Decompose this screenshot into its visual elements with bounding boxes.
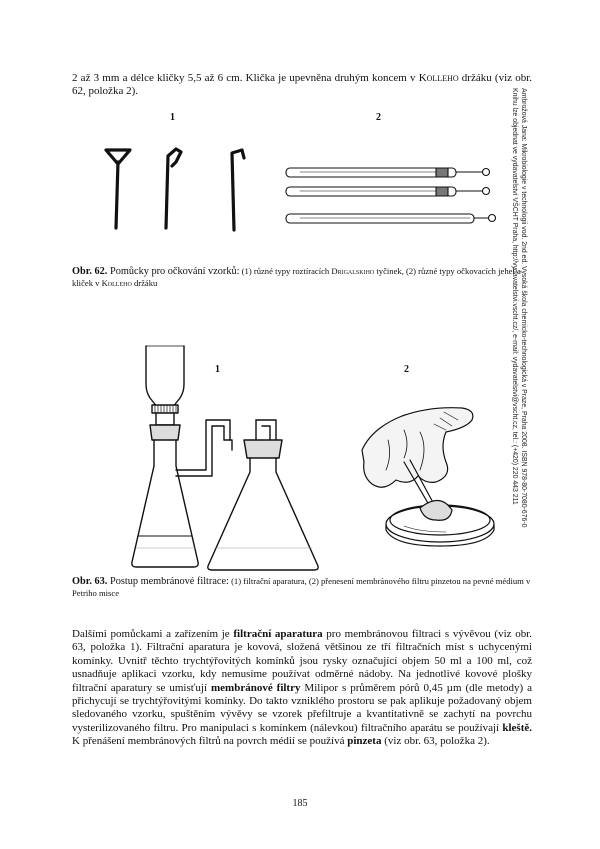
body-text-4: K přenášení membránových filtrů na povrch médií se používá bbox=[72, 735, 348, 748]
intro-text-1: 2 až 3 mm a délce kličky 5,5 až 6 cm. Klička je upevněna druhým koncem v bbox=[72, 72, 419, 84]
fig62-caption-label: Obr. 62. bbox=[72, 266, 108, 277]
side-citation-note bbox=[510, 88, 528, 608]
term-pliers: kleště. bbox=[502, 721, 532, 734]
main-paragraph bbox=[72, 628, 532, 749]
fig63-caption-label: Obr. 63. bbox=[72, 576, 108, 587]
fig62-caption-text-1: (1) různé typy roztíracích bbox=[239, 266, 332, 276]
body-text-5: (viz obr. 63, položka 2). bbox=[381, 735, 490, 748]
term-filtration-apparatus: filtrační aparatura bbox=[233, 628, 323, 640]
term-tweezers: pinzeta bbox=[347, 735, 382, 748]
fig63-caption-title: Postup membránové filtrace: bbox=[107, 576, 229, 587]
fig62-caption-title: Pomůcky pro očkování vzorků: bbox=[107, 266, 240, 277]
term-membrane-filters: membránové filtry bbox=[211, 681, 301, 694]
fig62-label-1: 1 bbox=[170, 112, 175, 123]
fig62-caption-text-2: tyčinek, (2) různé typy očkovacích jehel a kliček v bbox=[72, 266, 521, 288]
fig62-label-2: 2 bbox=[376, 112, 381, 123]
side-note-line-1: Ambrožová Jana: Mikrobiologie v technologii vod. 2nd ed. Vysoká škola chemicko-technologická v Praze, Praha 2008. ISBN 978-80-7080-676-0 bbox=[520, 88, 527, 528]
fig62-caption-name-1: Drigalskiho bbox=[331, 266, 375, 276]
intro-name: Kolleho bbox=[418, 72, 459, 84]
body-text-3: Milipor s průměrem pórů 0,45 µm (dle metody) a přichycují se trychtýřovitými komínky. Do takto vzniklého prostoru se pak aplikuje požadovaný objem sledovaného vzorku, spuštěním vývěvy se vzorek přefiltruje a kvantitativně se zachytí na povrchu vysterilizovaného filtru. Pro manipulaci s komínkem (nálevkou) filtračního aparátu se používají bbox=[72, 681, 533, 734]
fig63-label-2: 2 bbox=[404, 364, 409, 375]
fig62-caption-name-2: Kolleho bbox=[101, 277, 132, 288]
side-note-line-2: Knihu lze objednat ve vydavatelství VŠCHT Praha, http://vydavatelstvi.vscht.cz/, e-mail: vydavatelstvi@vscht.cz, tel.: (+420) 220 443 211 bbox=[511, 88, 518, 505]
body-text-1: Dalšími pomůckami a zařízením je bbox=[72, 628, 234, 640]
fig63-caption bbox=[72, 576, 534, 599]
fig62-caption-text-3: držáku bbox=[131, 277, 158, 288]
fig63-caption-text: (1) filtrační aparatura, (2) přenesení membránového filtru pinzetou na pevné médium v Petriho misce bbox=[72, 576, 531, 598]
body-text-2: pro membránovou filtraci s vývěvou (viz obr. 63, položka 1). Filtrační aparatura je kovová, složená většinou ze tří filtračních míst s uchycenými komínky. Uvnitř těchto trychtýřovitých komínků jsou rysky označující objem 50 ml a 100 ml, což usnadňuje aplikaci vzorku, kdy nemusíme používat odměrné nádoby. Na jednotlivé kovové plošky filtrační aparatury se umisťují bbox=[72, 628, 532, 694]
intro-text-2: držáku (viz obr. 62, položka 2). bbox=[72, 72, 533, 98]
page-number: 185 bbox=[292, 798, 308, 809]
fig63-label-1: 1 bbox=[215, 364, 220, 375]
